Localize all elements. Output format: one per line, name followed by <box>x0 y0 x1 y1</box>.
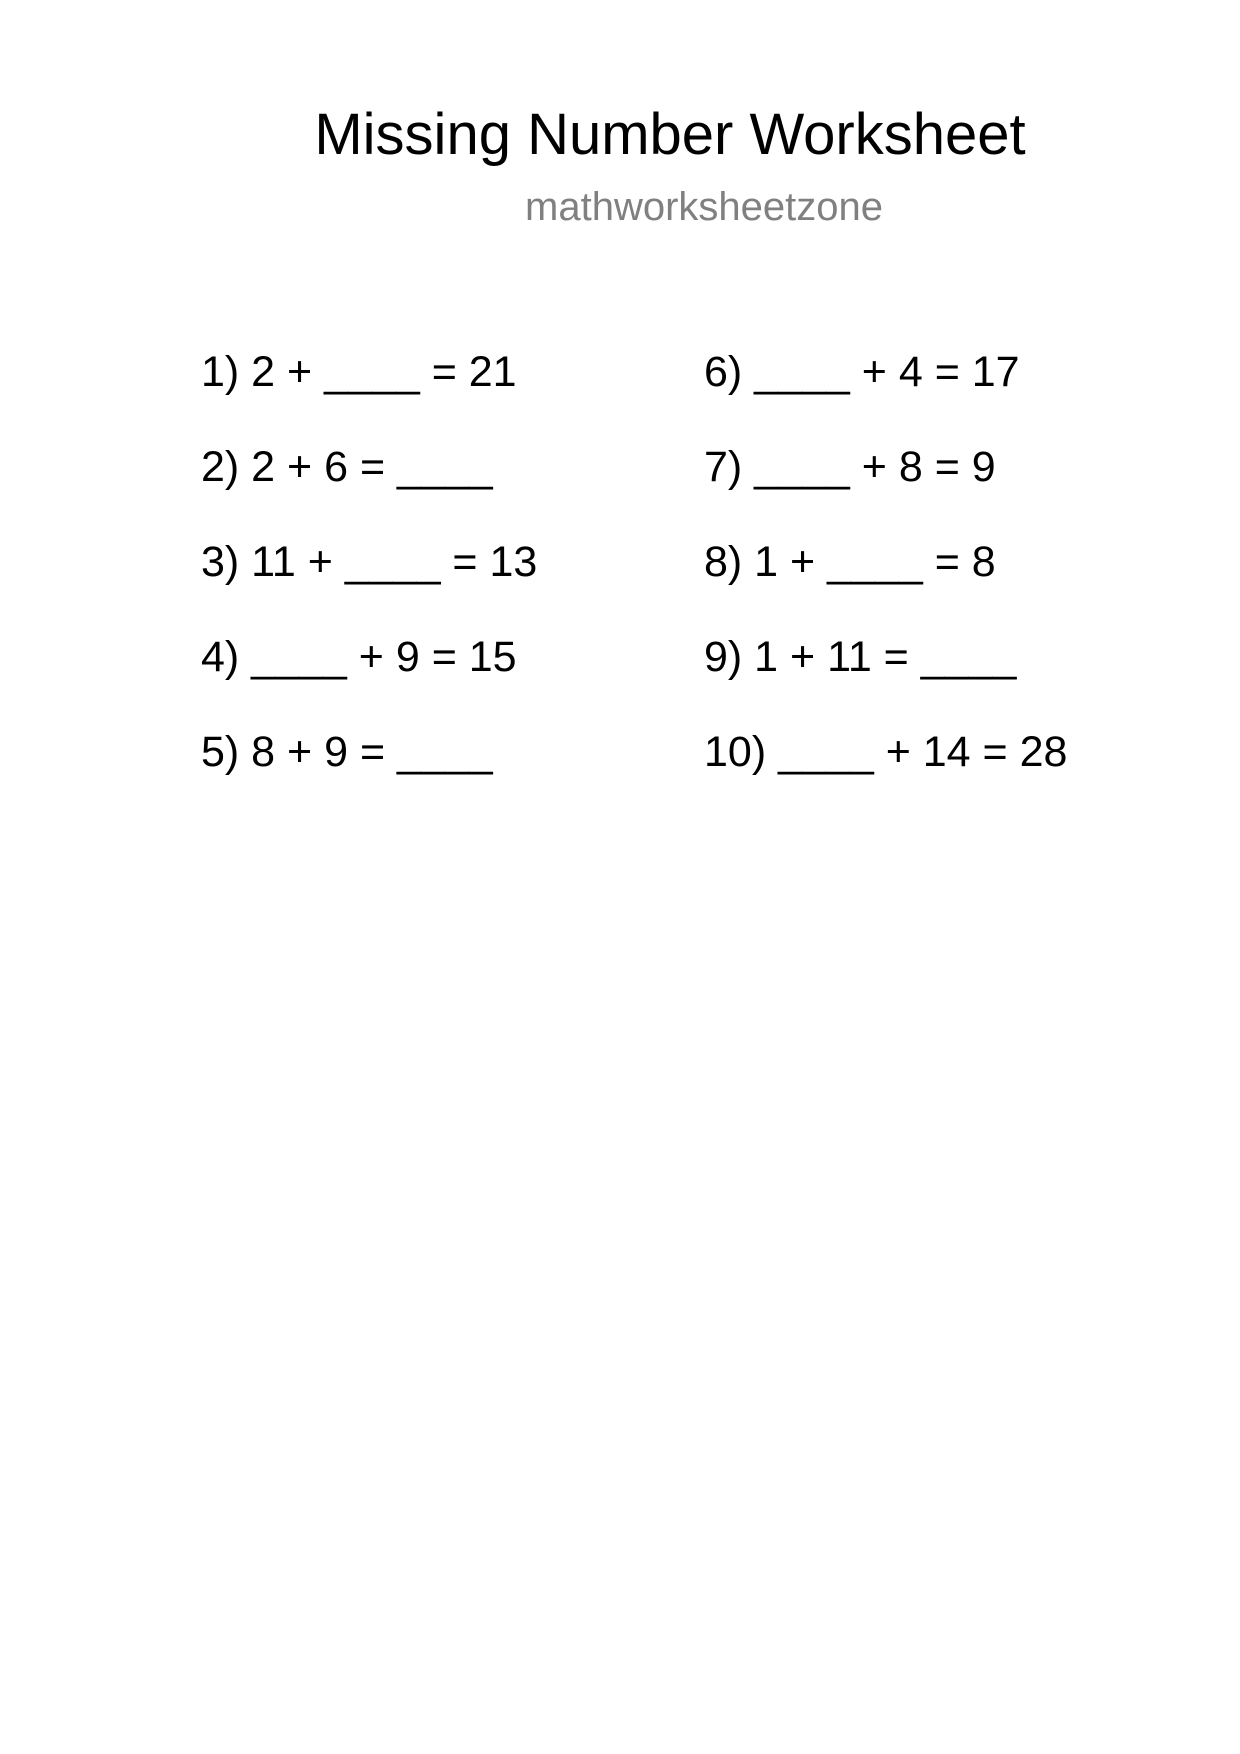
problem-7: 7) ____ + 8 = 9 <box>704 443 996 491</box>
page-title: Missing Number Worksheet <box>314 102 1026 167</box>
problem-4: 4) ____ + 9 = 15 <box>201 633 517 681</box>
problem-2: 2) 2 + 6 = ____ <box>201 443 493 491</box>
problem-1: 1) 2 + ____ = 21 <box>201 348 517 396</box>
problem-3: 3) 11 + ____ = 13 <box>201 538 538 586</box>
problem-9: 9) 1 + 11 = ____ <box>704 633 1017 681</box>
page-subtitle: mathworksheetzone <box>525 185 883 229</box>
problems-column-left <box>201 347 537 822</box>
problem-5: 5) 8 + 9 = ____ <box>201 728 493 776</box>
problems-column-right <box>704 347 1067 822</box>
problem-10: 10) ____ + 14 = 28 <box>704 728 1068 776</box>
problem-6: 6) ____ + 4 = 17 <box>704 348 1020 396</box>
problem-8: 8) 1 + ____ = 8 <box>704 538 996 586</box>
